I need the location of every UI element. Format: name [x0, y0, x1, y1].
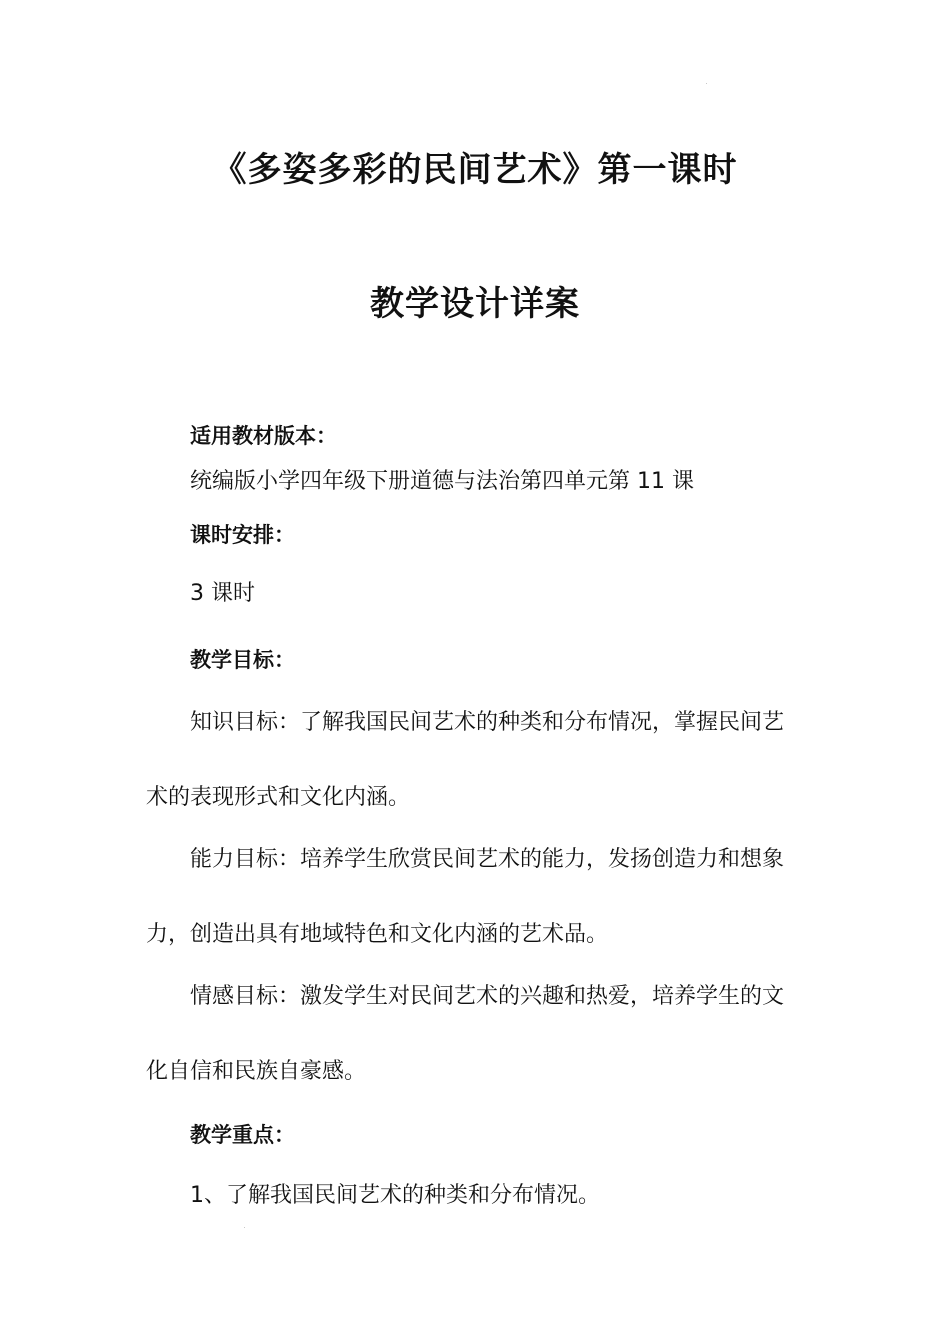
page-subtitle: 教学设计详案	[370, 284, 580, 324]
emotion-objective-line-1: 情感目标：激发学生对民间艺术的兴趣和热爱，培养学生的文	[190, 984, 785, 1009]
schedule-content: 3 课时	[190, 581, 255, 606]
speck-top-right	[706, 83, 707, 84]
key-points-heading: 教学重点：	[190, 1123, 295, 1147]
speck-bottom	[244, 1227, 245, 1228]
key-point-item-1: 1、了解我国民间艺术的种类和分布情况。	[190, 1183, 600, 1208]
page-title: 《多姿多彩的民间艺术》第一课时	[212, 150, 738, 190]
knowledge-objective-line-2: 术的表现形式和文化内涵。	[146, 785, 411, 810]
textbook-heading: 适用教材版本：	[190, 424, 337, 448]
textbook-content: 统编版小学四年级下册道德与法治第四单元第 11 课	[190, 469, 694, 494]
schedule-heading: 课时安排：	[190, 523, 295, 547]
ability-objective-line-2: 力，创造出具有地域特色和文化内涵的艺术品。	[146, 922, 609, 947]
knowledge-objective-line-1: 知识目标：了解我国民间艺术的种类和分布情况，掌握民间艺	[190, 710, 785, 735]
objectives-heading: 教学目标：	[190, 648, 295, 672]
emotion-objective-line-2: 化自信和民族自豪感。	[146, 1059, 367, 1084]
ability-objective-line-1: 能力目标：培养学生欣赏民间艺术的能力，发扬创造力和想象	[190, 847, 785, 872]
